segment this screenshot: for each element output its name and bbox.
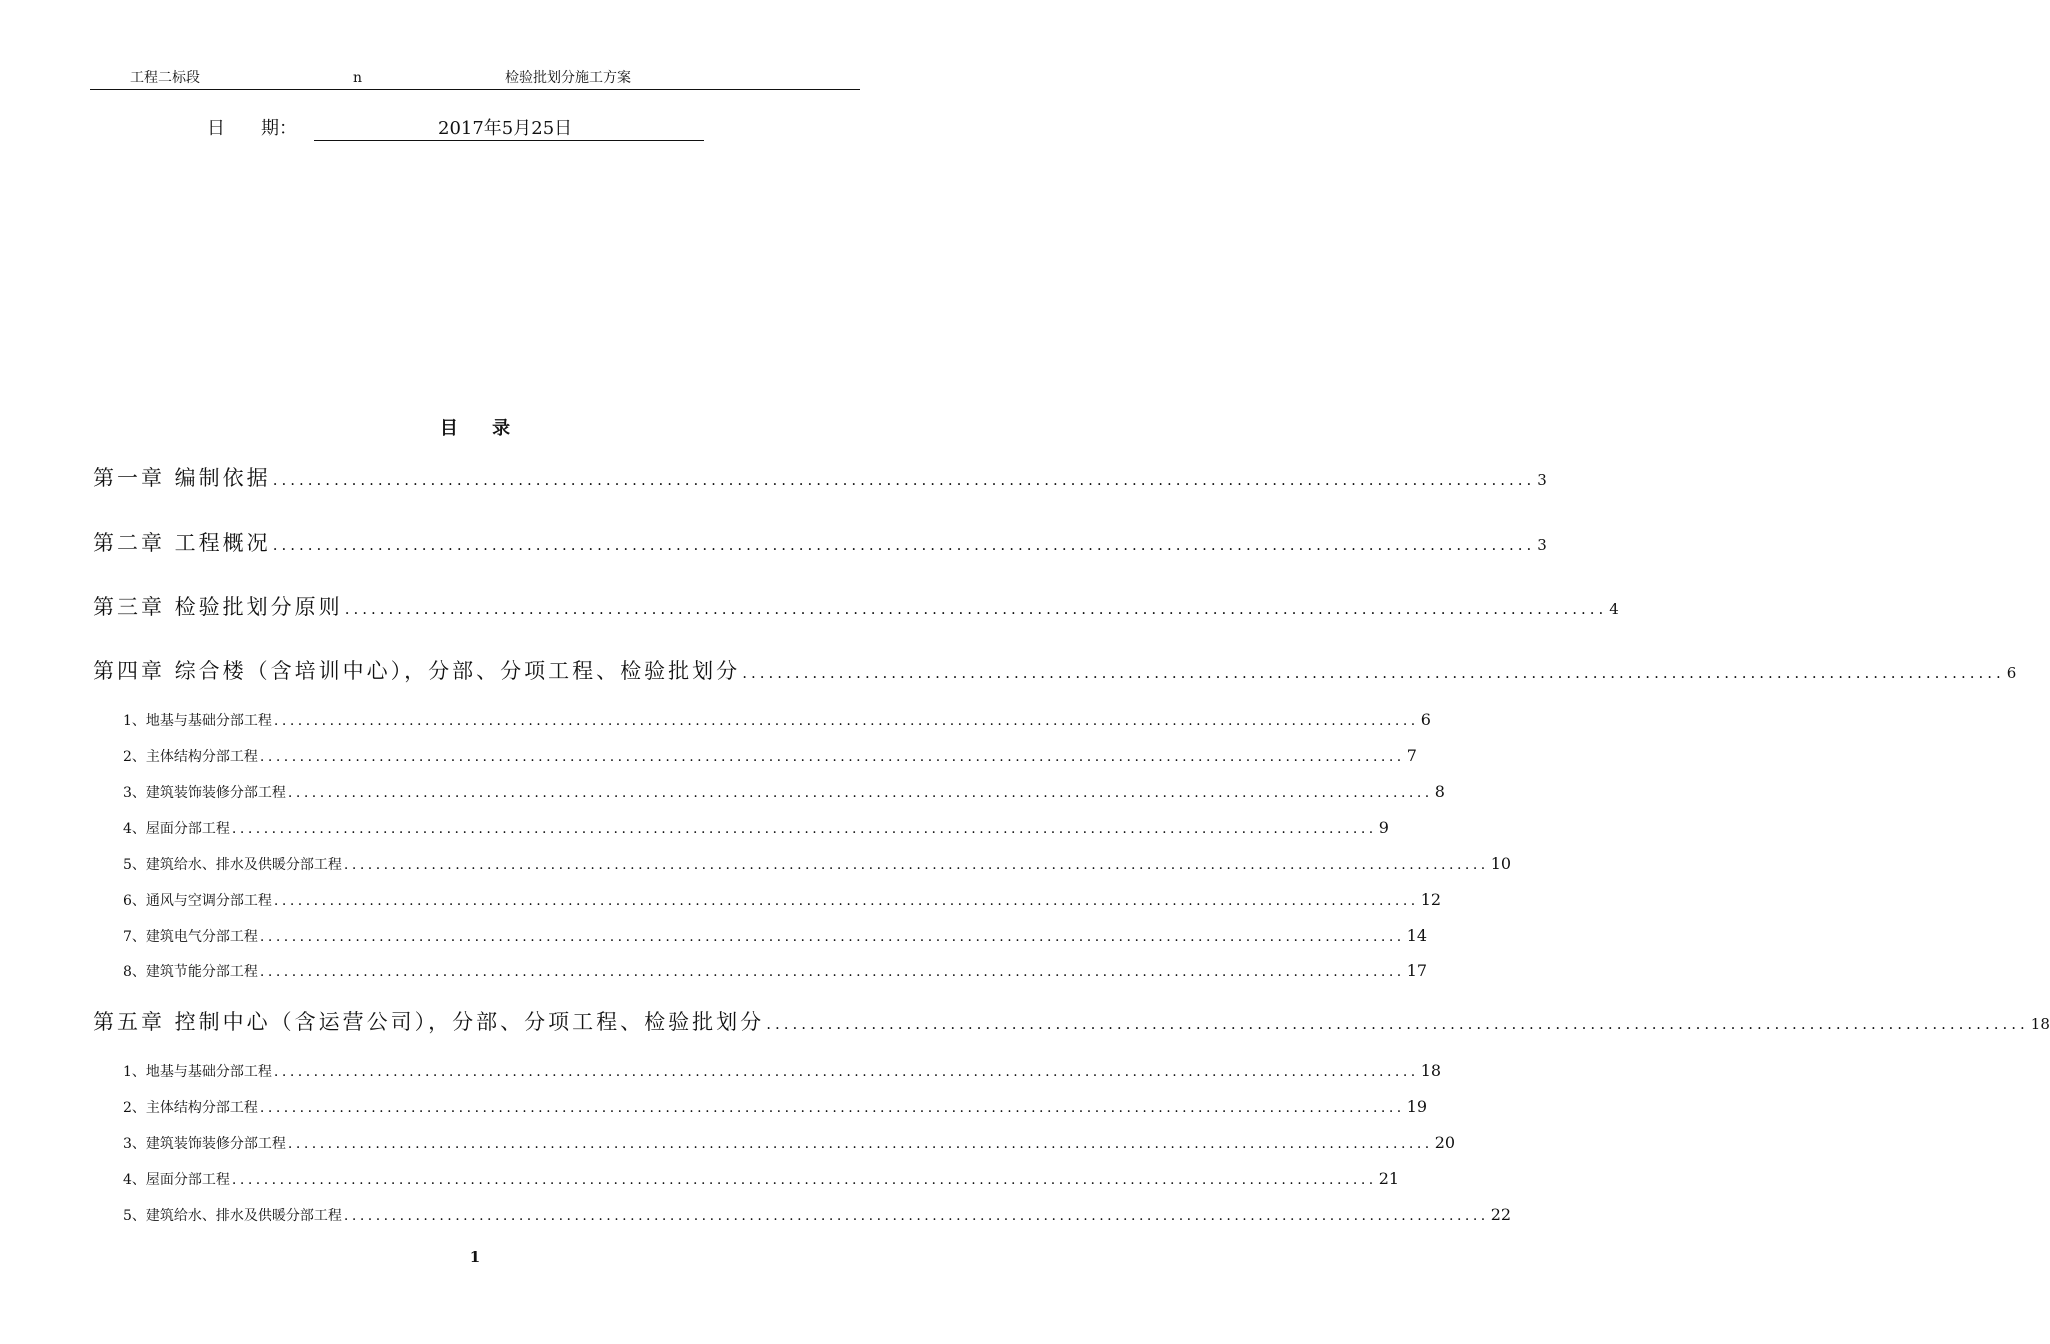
- toc-title: 目 录: [439, 418, 525, 439]
- toc-entry-section[interactable]: 1、地基与基础分部工程 ................................................................................................................................................ 18: [123, 1061, 1442, 1080]
- toc-leader: ................................................................................................................................................: [742, 664, 2005, 682]
- toc-leader: ................................................................................................................................................: [287, 1136, 1433, 1152]
- toc-leader: ................................................................................................................................................: [343, 857, 1489, 873]
- header-project: 工程二标段: [130, 70, 200, 86]
- toc-leader: ................................................................................................................................................: [272, 471, 1536, 489]
- toc-page: 19: [1406, 1097, 1428, 1116]
- toc-page: 7: [1406, 746, 1417, 765]
- toc-page: 18: [2030, 1015, 2050, 1033]
- toc-leader: ................................................................................................................................................: [766, 1015, 2029, 1033]
- toc-leader: ................................................................................................................................................: [273, 1064, 1419, 1080]
- toc-page: 18: [1420, 1061, 1442, 1080]
- date-underline: [314, 116, 704, 141]
- toc-entry-chapter[interactable]: 第二章 工程概况 ................................................................................................................................................ 3: [93, 531, 1547, 555]
- toc-page: 3: [1537, 471, 1547, 489]
- toc-entry-section[interactable]: 3、建筑装饰装修分部工程 ................................................................................................................................................ 20: [123, 1133, 1456, 1152]
- toc-page: 20: [1434, 1133, 1456, 1152]
- toc-leader: ................................................................................................................................................: [272, 536, 1536, 554]
- page-number: 1: [469, 1248, 481, 1266]
- toc-entry-section[interactable]: 5、建筑给水、排水及供暖分部工程 ................................................................................................................................................ 22: [123, 1205, 1512, 1224]
- header-marker: n: [353, 70, 363, 86]
- toc-entry-chapter[interactable]: 第四章 综合楼（含培训中心），分部、分项工程、检验批划分 ................................................................................................................................................ 6: [93, 659, 2017, 683]
- toc-entry-section[interactable]: 6、通风与空调分部工程 ................................................................................................................................................ 12: [123, 890, 1442, 909]
- toc-leader: ................................................................................................................................................: [343, 1208, 1489, 1224]
- toc-page: 6: [2006, 664, 2017, 682]
- toc-leader: ................................................................................................................................................: [259, 749, 1405, 765]
- toc-entry-section[interactable]: 2、主体结构分部工程 ................................................................................................................................................ 7: [123, 746, 1417, 765]
- toc-page: 22: [1490, 1205, 1512, 1224]
- toc-entry-chapter[interactable]: 第一章 编制依据 ................................................................................................................................................ 3: [93, 466, 1547, 490]
- toc-leader: ................................................................................................................................................: [273, 713, 1419, 729]
- toc-page: 4: [1609, 600, 1619, 618]
- toc-leader: ................................................................................................................................................: [344, 600, 1608, 618]
- toc-page: 17: [1406, 961, 1428, 980]
- toc-entry-section[interactable]: 7、建筑电气分部工程 ................................................................................................................................................ 14: [123, 926, 1428, 945]
- toc-entry-section[interactable]: 2、主体结构分部工程 ................................................................................................................................................ 19: [123, 1097, 1428, 1116]
- toc-page: 6: [1420, 710, 1431, 729]
- date-value: 2017年5月25日: [438, 118, 573, 139]
- toc-entry-section[interactable]: 4、屋面分部工程 ................................................................................................................................................ 21: [123, 1169, 1400, 1188]
- toc-entry-section[interactable]: 5、建筑给水、排水及供暖分部工程 ................................................................................................................................................ 10: [123, 854, 1512, 873]
- header-doc-title: 检验批划分施工方案: [505, 70, 631, 86]
- toc-leader: ................................................................................................................................................: [287, 785, 1433, 801]
- toc-page: 14: [1406, 926, 1428, 945]
- toc-leader: ................................................................................................................................................: [231, 821, 1377, 837]
- toc-leader: ................................................................................................................................................: [231, 1172, 1377, 1188]
- toc-entry-section[interactable]: 8、建筑节能分部工程 ................................................................................................................................................ 17: [123, 961, 1428, 980]
- toc-page: 21: [1378, 1169, 1400, 1188]
- toc-page: 8: [1434, 782, 1445, 801]
- toc-entry-section[interactable]: 3、建筑装饰装修分部工程 ................................................................................................................................................ 8: [123, 782, 1445, 801]
- toc-page: 3: [1537, 536, 1547, 554]
- toc-page: 12: [1420, 890, 1442, 909]
- toc-entry-chapter[interactable]: 第三章 检验批划分原则 ................................................................................................................................................ 4: [93, 595, 1619, 619]
- toc-leader: ................................................................................................................................................: [273, 893, 1419, 909]
- toc-page: 10: [1490, 854, 1512, 873]
- toc-entry-section[interactable]: 4、屋面分部工程 ................................................................................................................................................ 9: [123, 818, 1389, 837]
- page-header: [90, 68, 860, 90]
- toc-leader: ................................................................................................................................................: [259, 929, 1405, 945]
- date-label: 日 期：: [207, 118, 297, 139]
- toc-entry-section[interactable]: 1、地基与基础分部工程 ................................................................................................................................................ 6: [123, 710, 1431, 729]
- toc-page: 9: [1378, 818, 1389, 837]
- toc-leader: ................................................................................................................................................: [259, 964, 1405, 980]
- toc-entry-chapter[interactable]: 第五章 控制中心（含运营公司），分部、分项工程、检验批划分 ................................................................................................................................................ 18: [93, 1010, 2050, 1034]
- toc-leader: ................................................................................................................................................: [259, 1100, 1405, 1116]
